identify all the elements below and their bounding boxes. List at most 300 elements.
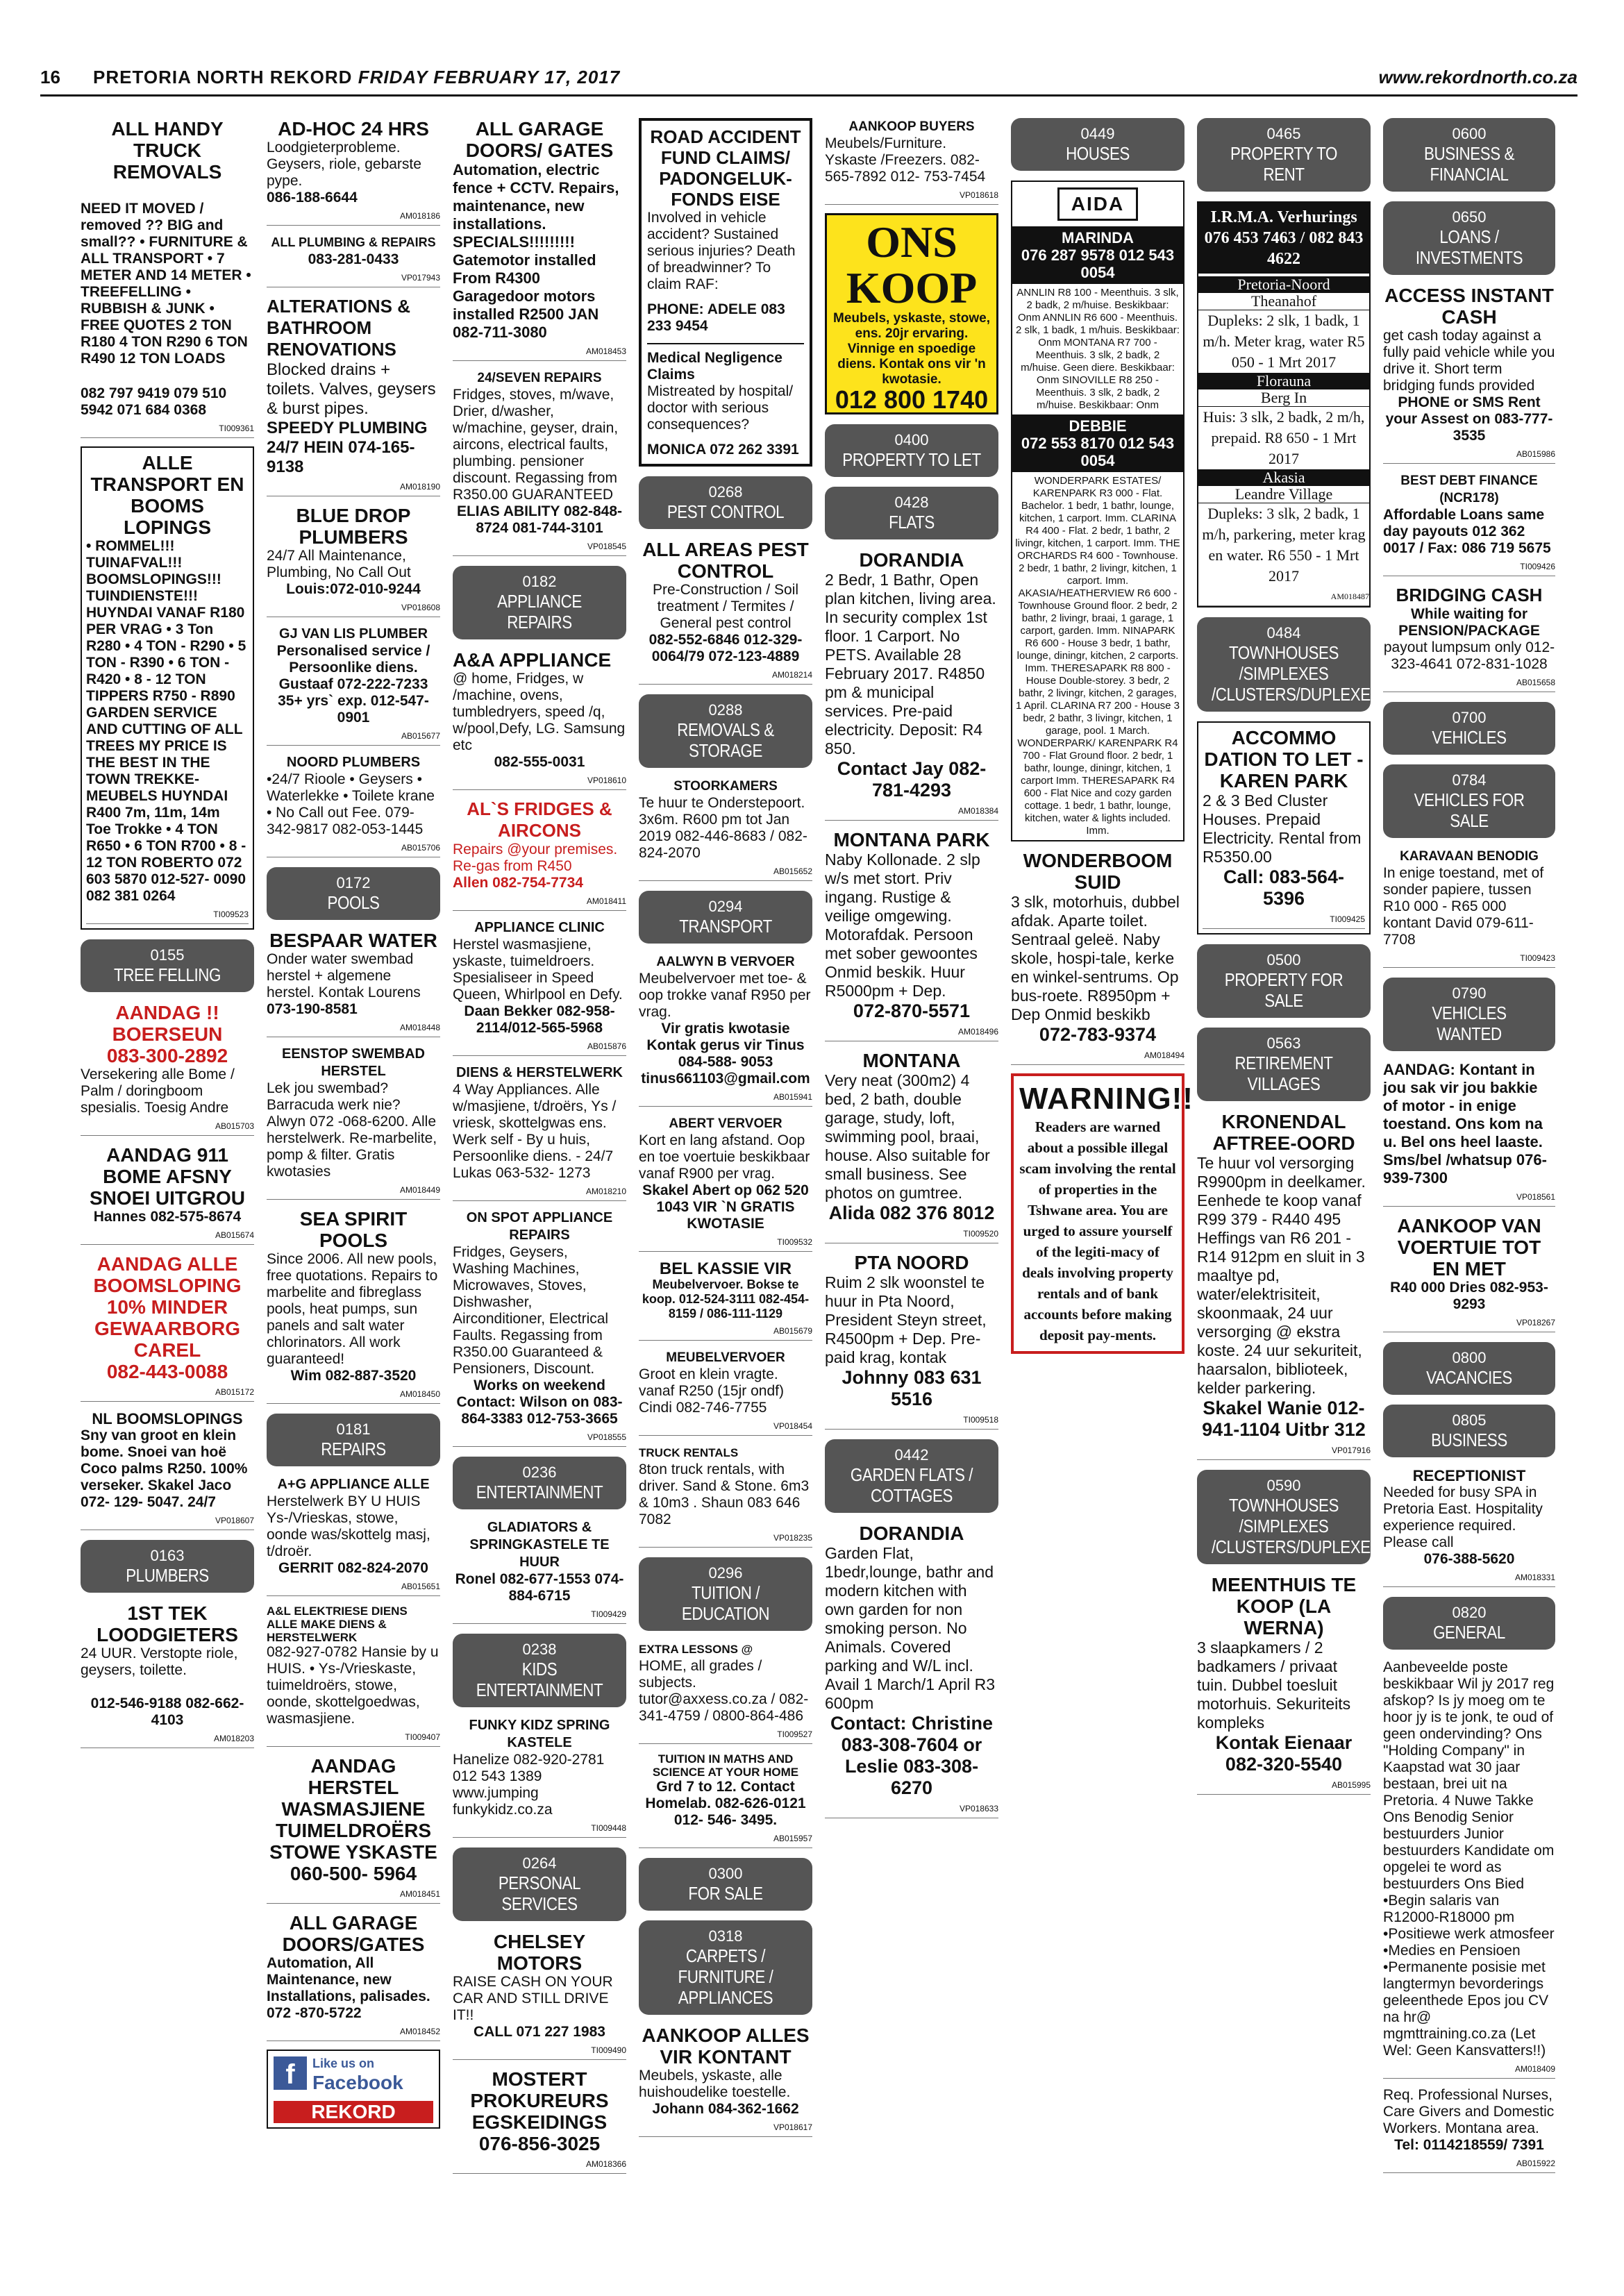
section-label: FOR SALE (688, 1883, 763, 1904)
ad-title: EXTRA LESSONS @ (639, 1643, 753, 1656)
ad-title: WONDERBOOM SUID (1023, 850, 1173, 893)
rekord-logo: REKORD (274, 2101, 433, 2123)
ad-alterations (267, 296, 440, 496)
ad-body: Groot en klein vragte. vanaf R250 (15jr ondf) Cindi 082-746-7755 (639, 1366, 784, 1416)
ad-bold: Kontak Eienaar 082-320-5540 (1215, 1732, 1353, 1775)
ad-phone: 083-300-2892 (106, 1045, 228, 1066)
ad-on-spot (453, 1209, 626, 1447)
ad-ag-appliance (267, 1476, 440, 1596)
ad-mostert (453, 2068, 626, 2174)
ad-dorandia-1 (825, 549, 998, 821)
section-header-tree-felling (81, 939, 254, 992)
section-label: PROPERTY TO LET (842, 449, 981, 470)
section-number: 0442 (894, 1446, 929, 1464)
ad-title: DORANDIA (859, 1523, 964, 1544)
ad-body: 24/7 All Maintenance, Plumbing, No Call Out (267, 548, 411, 580)
ad-ref: AM018448 (267, 1019, 440, 1037)
ad-ref: VP018610 (453, 772, 626, 790)
ad-ref: AM018453 (453, 343, 626, 361)
section-number: 0238 (522, 1641, 557, 1658)
ad-bold: PHONE: ADELE 083 233 9454 (647, 301, 785, 334)
section-label: VEHICLES FOR SALE (1414, 789, 1525, 831)
section-number: 0294 (708, 898, 743, 915)
section-number: 0400 (894, 431, 929, 449)
ad-body: Sny van groot en klein bome. Snoei van hoë Coco palms R250. 100% verseker. Skakel Jaco 072- 129- 5047. 24/7 (81, 1427, 248, 1510)
section-header-garden-flats (825, 1439, 998, 1513)
ad-bold: 076-388-5620 (1423, 1551, 1515, 1567)
ad-ref: TI009423 (1383, 950, 1555, 968)
ad-ref: VP017916 (1197, 1442, 1371, 1460)
ad-title: DORANDIA (859, 549, 964, 571)
section-number: 0163 (150, 1547, 185, 1564)
ad-ref: AB015172 (81, 1384, 254, 1402)
section-label: GENERAL (1433, 1622, 1505, 1643)
ad-ref: TI009361 (81, 420, 254, 438)
ad-all-handy (81, 118, 254, 438)
ad-ref: AM018451 (267, 1886, 440, 1904)
ad-phone: 060-500- 5964 (290, 1863, 417, 1884)
warning-body: Readers are warned about a possible illegal scam involving the rental of properties in the Tshwane area. You are urged to assure yourself of the legiti-macy of deals involving property rentals and of bank accounts before making deposit pay-ments. (1019, 1118, 1176, 1343)
ad-ref: VP018555 (453, 1429, 626, 1447)
section-label: VEHICLES WANTED (1432, 1003, 1507, 1044)
ad-body: Needed for busy SPA in Pretoria East. Hospitality experience required. Please call (1383, 1484, 1543, 1550)
section-header-pools (267, 867, 440, 920)
ad-montana-park (825, 829, 998, 1041)
ad-title: AL`S FRIDGES & AIRCONS (467, 798, 612, 841)
ad-body: Herstel wasmasjiene, yskaste, tuimeldroers. Spesialiseer in Speed Queen, Whirlpool en Defy. (453, 937, 623, 1003)
ad-meenthuis (1197, 1574, 1371, 1795)
ad-body: Personalised service / Persoonlike diens. Gustaaf 072-222-7233 35+ yrs` exp. 012-547-0901 (276, 643, 430, 726)
paper-title: PRETORIA NORTH REKORD (93, 67, 353, 87)
ad-title: ALTERATIONS & BATHROOM RENOVATIONS (267, 296, 411, 360)
ad-boomsloping (81, 1253, 254, 1402)
ad-noord-plumbers (267, 754, 440, 857)
column-3 (453, 118, 626, 2182)
section-header-vehicles-for-sale (1383, 764, 1555, 838)
ad-ref: AB015941 (639, 1089, 812, 1107)
ad-body: Repairs @your premises. Re-gas from R450 (453, 841, 618, 874)
ad-title: GJ VAN LIS PLUMBER (278, 626, 428, 642)
ad-ref: AM018190 (267, 478, 440, 496)
irma-complex: Berg In (1198, 389, 1369, 407)
ad-ref: VP018617 (639, 2119, 812, 2137)
section-header-pest-control (639, 476, 812, 529)
ad-body: 082-927-0782 Hansie by u HUIS. • Ys-/Vrieskaste, tuimeldroërs, stowe, oonde, skottelgoedwas, wasmasjiene. (267, 1644, 439, 1727)
ad-ref: AB015658 (1383, 674, 1555, 692)
section-label: BUSINESS & FINANCIAL (1424, 143, 1514, 185)
ad-diens-herstelwerk (453, 1064, 626, 1201)
ad-aanbeveelde-poste (1383, 1659, 1555, 2079)
column-1 (81, 118, 254, 1757)
page-header (40, 67, 1577, 97)
ad-bold: Tel: 0114218559/ 7391 (1394, 2137, 1544, 2153)
section-header-general (1383, 1597, 1555, 1650)
ad-all-garage (453, 118, 626, 361)
ad-receptionist (1383, 1467, 1555, 1587)
site-url[interactable]: www.rekordnorth.co.za (1378, 67, 1577, 87)
ad-aandag-herstel (267, 1755, 440, 1904)
warning-notice (1011, 1073, 1194, 1354)
section-header-loans (1383, 201, 1555, 275)
ad-body: Garden Flat, 1bedr,lounge, bathr and modern kitchen with own garden for non smoking person. No Animals. Covered parking and W/L incl. Avail 1 March/1 April R3 600pm (825, 1544, 996, 1712)
section-header-houses (1011, 118, 1184, 171)
ad-montana (825, 1050, 998, 1243)
ad-title: KRONENDAL AFTREE-OORD (1212, 1111, 1355, 1154)
ad-ref: AB015922 (1383, 2155, 1555, 2173)
ad-body: Pre-Construction / Soil treatment / Termites / General pest control (652, 582, 799, 631)
ad-title: STOORKAMERS (673, 779, 778, 794)
ad-ref: AM018450 (267, 1386, 440, 1404)
ad-title: SEA SPIRIT POOLS (299, 1208, 408, 1251)
ad-body: Since 2006. All new pools, free quotations. Repairs to marbelite and fibreglass pools, heat pumps, sun panels and salt water chlorinators. All work guaranteed! (267, 1251, 438, 1367)
ad-ons-koop (825, 213, 998, 414)
ad-ref: AB015876 (453, 1038, 626, 1056)
section-number: 0590 (1266, 1477, 1301, 1494)
ad-ref: AB015703 (81, 1118, 254, 1136)
section-header-vehicles (1383, 702, 1555, 755)
ad-bold: Vir gratis kwotasie Kontak gerus vir Tinus 084-588- 9053 tinus661103@gmail.com (641, 1021, 810, 1087)
section-header-property-to-let (825, 424, 998, 477)
ad-body: Affordable Loans same day payouts 012 362 0017 / Fax: 086 719 5675 (1383, 507, 1551, 556)
ad-title: ABERT VERVOER (669, 1116, 782, 1131)
ad-bold: Alida 082 376 8012 (828, 1203, 995, 1223)
ad-nurses (1383, 2087, 1555, 2173)
ad-title: A&L ELEKTRIESE DIENS ALLE MAKE DIENS & HERSTELWERK (267, 1604, 408, 1644)
ad-body: In enige toestand, met of sonder papiere, tussen R10 000 - R65 000 kontant David 079-611-7708 (1383, 865, 1544, 948)
ad-bold: Allen 082-754-7734 (453, 875, 583, 891)
section-label: BUSINESS (1431, 1430, 1507, 1450)
ad-body: AANDAG: Kontant in jou sak vir jou bakkie of motor - in enige toestand. Ons kom na u. Bel ons heel laaste. Sms/bel /whatsup 076-939-7300 (1383, 1061, 1547, 1187)
column-2 (267, 118, 440, 2129)
section-label: FLATS (889, 512, 935, 533)
ad-title: EENSTOP SWEMBAD HERSTEL (282, 1046, 425, 1079)
ad-ref: AM018203 (81, 1730, 254, 1748)
ad-body: Automation, All Maintenance, new Installations, palisades. 072 -870-5722 (267, 1955, 430, 2021)
ad-body: RAISE CASH ON YOUR CAR AND STILL DRIVE IT!! (453, 1974, 613, 2023)
ad-body: Aanbeveelde poste beskikbaar Wil jy 2017 reg afskop? Is jy moeg om te hoor jy is te jonk, te oud of geen ondervinding? Ons "Holding Company" in Kaapstad wat 30 jaar bestaan, brei uit na Pretoria. 4 Nuwe Takke Ons Benodig Senior bestuurders Junior bestuurders Kandidate om opgelei te word as bestuurders Ons Bied •Begin salaris van R12000-R18000 pm •Positiewe werk atmosfeer •Medies en Pensioen •Permanente posisie met langtermyn bevorderings geleenthede Epos jou CV na hr@ mgmttraining.co.za (Let Wel: Geen Kansvatters!!) (1383, 1659, 1555, 2059)
ad-bel-kassie (639, 1260, 812, 1341)
ad-nl-boomslopings (81, 1410, 254, 1530)
ad-truck-rentals (639, 1444, 812, 1548)
ad-body: •24/7 Rioole • Geysers • Waterlekke • Toilete krane • No Call out Fee. 079-342-9817 082-053-1445 (267, 771, 435, 837)
section-number: 0236 (522, 1464, 557, 1481)
section-header-appliance-repairs (453, 566, 626, 639)
ad-ref: AM018449 (267, 1182, 440, 1200)
ad-ref: AM018409 (1383, 2061, 1555, 2079)
section-header-plumbers (81, 1540, 254, 1593)
agent-name: MARINDA (1062, 229, 1134, 246)
ad-title: 1ST TEK LOODGIETERS (97, 1602, 238, 1645)
ad-gladiators (453, 1519, 626, 1624)
ad-ref: VP018608 (267, 599, 440, 617)
ad-title: AANDAG HERSTEL WASMASJIENE TUIMELDROËRS STOWE YSKASTE (269, 1755, 437, 1863)
facebook-label: Facebook (312, 2072, 403, 2093)
ad-1st-tek (81, 1602, 254, 1748)
ad-ref: VP018561 (1383, 1189, 1555, 1207)
ad-ref: AM018452 (267, 2023, 440, 2041)
ad-title: MEUBELVERVOER (666, 1350, 785, 1365)
section-number: 0700 (1452, 709, 1487, 726)
ad-eenstop (267, 1046, 440, 1200)
ad-blue-drop (267, 505, 440, 617)
section-number: 0318 (708, 1927, 743, 1945)
ad-ref: VP018545 (453, 538, 626, 556)
section-label: KIDS ENTERTAINMENT (476, 1659, 603, 1700)
section-header-business (1383, 1405, 1555, 1457)
ad-title: A&A APPLIANCE (453, 649, 612, 671)
ad-title: ALLE TRANSPORT EN BOOMS LOPINGS (90, 452, 244, 538)
ad-ref: AB015651 (267, 1578, 440, 1596)
section-label: ENTERTAINMENT (476, 1482, 603, 1502)
ad-all-garage-2 (267, 1912, 440, 2041)
ad-body: Automation, electric fence + CCTV. Repairs, maintenance, new installations. SPECIALS!!!!!!!!! Gatemotor installed From R4300 Garagedoor motors installed R2500 JAN 082-711-3080 (453, 161, 619, 341)
ad-ref: AM018214 (639, 667, 812, 685)
ad-bold: Contact: Christine 083-308-7604 or Leslie 083-308-6270 (830, 1713, 993, 1798)
ad-title: BEST DEBT FINANCE (NCR178) (1400, 474, 1538, 505)
irma-region: Pretoria-Noord (1198, 276, 1369, 293)
ad-title: NOORD PLUMBERS (286, 755, 421, 770)
ad-alle-transport (81, 446, 254, 930)
section-header-personal-services (453, 1847, 626, 1921)
ad-body: Meubelvervoer met toe- & oop trokke vanaf R950 per vrag. (639, 971, 811, 1020)
ad-bold: Skakel Abert op 062 520 1043 VIR `N GRATIS KWOTASIE (642, 1182, 809, 1232)
column-7 (1197, 118, 1381, 1803)
ad-body: Blocked drains + toilets. Valves, geysers & burst pipes. (267, 360, 436, 418)
section-header-retirement (1197, 1028, 1371, 1101)
ad-ref: AM018494 (1011, 1047, 1184, 1065)
ad-ref: TI009426 (1383, 558, 1555, 576)
ad-adhoc (267, 118, 440, 226)
ad-title: AANDAG ALLE BOOMSLOPING 10% MINDER GEWAARBORG CAREL (93, 1253, 242, 1361)
warning-title: WARNING!! (1019, 1082, 1194, 1116)
ad-title: ONS KOOP (846, 217, 978, 312)
section-header-kids-entertainment (453, 1634, 626, 1707)
ad-body: Hanelize 082-920-2781 012 543 1389 www.jumping funkykidz.co.za (453, 1752, 605, 1818)
ad-title: ON SPOT APPLIANCE REPAIRS (466, 1210, 613, 1243)
ad-title: FUNKY KIDZ SPRING KASTELE (469, 1718, 610, 1750)
ad-bold: PHONE or SMS Rent your Assest on 083-777-3535 (1385, 394, 1553, 444)
ad-title: TUITION IN MATHS AND SCIENCE AT YOUR HOME (652, 1752, 799, 1779)
ad-body: Meubels, yskaste, stowe, ens. 20jr ervaring. Vinnige en spoedige diens. Kontak ons vir 'n kwotasie. (833, 311, 990, 387)
ad-ref: TI009425 (1203, 911, 1365, 929)
ad-bold: ELIAS ABILITY 082-848-8724 081-744-3101 (456, 503, 623, 536)
ad-title: ALL AREAS PEST CONTROL (642, 539, 809, 582)
section-label: REPAIRS (321, 1439, 386, 1459)
facebook-promo[interactable] (267, 2050, 440, 2129)
column-8 (1383, 118, 1555, 2181)
ad-ref: AM018411 (453, 893, 626, 911)
ad-title: BESPAAR WATER (269, 930, 437, 951)
ad-title: A+G APPLIANCE ALLE (277, 1477, 430, 1492)
issue-date: FRIDAY FEBRUARY 17, 2017 (358, 67, 621, 87)
ad-bridging-cash (1383, 585, 1555, 692)
ad-ref: AB015652 (639, 863, 812, 881)
section-number: 0484 (1266, 624, 1301, 642)
section-number: 0805 (1452, 1411, 1487, 1429)
ad-phones: 012-546-9188 082-662-4103 (90, 1695, 244, 1728)
ad-ref: AB015674 (81, 1227, 254, 1245)
ad-title: MONTANA PARK (833, 829, 990, 850)
ad-bold: Call: 083-564-5396 (1223, 866, 1345, 909)
agent-header (1012, 414, 1183, 472)
ad-body: 4 Way Appliances. Alle w/masjiene, t/droërs, Ys / vriesk, skottelgwas ens. Werk self - By u huis, Persoonlike diens. - 24/7 Lukas 063-532- 1273 (453, 1082, 617, 1181)
irma-region: Akasia (1198, 469, 1369, 486)
ad-body: NEED IT MOVED / removed ?? BIG and small?? • FURNITURE & ALL TRANSPORT • 7 METER AND 14 METER • TREEFELLING • RUBBISH & JUNK • FREE QUOTES 2 TON R180 4 TON R290 6 TON R490 12 TON LOADS (81, 201, 251, 367)
ad-al-elektriese (267, 1604, 440, 1747)
section-header-flats (825, 487, 998, 539)
ad-body: @ home, Fridges, w /machine, ovens, tumbledryers, speed /q, w/pool,Defy, LG. Samsung etc (453, 671, 626, 753)
ad-phone: 086-188-6644 (267, 190, 358, 206)
section-header-vehicles-wanted (1383, 978, 1555, 1051)
irma-complex: Leandre Village (1198, 486, 1369, 503)
ad-body: Lek jou swembad? Barracuda werk nie? Alwyn 072 -068-6200. Alle herstelwerk. Re-marbelite, pomp & filter. Gratis kwotasies (267, 1080, 437, 1180)
agent-phones: 072 553 8170 012 543 0054 (1021, 435, 1175, 469)
irma-region: Florauna (1198, 373, 1369, 389)
ad-ref: AB015679 (639, 1323, 812, 1341)
ad-body: get cash today against a fully paid vehicle while you drive it. Short term bridging funds provided (1383, 328, 1555, 394)
ad-best-debt (1383, 472, 1555, 576)
ad-phone: 073-190-8581 (267, 1001, 358, 1017)
section-number: 0820 (1452, 1604, 1487, 1621)
section-number: 0288 (708, 701, 743, 719)
ad-ref: AM018496 (825, 1023, 998, 1041)
ad-ref: VP017943 (267, 269, 440, 287)
ad-phone: 076-856-3025 (478, 2133, 601, 2154)
ad-body: Fridges, stoves, m/wave, Drier, d/washer, w/machine, geyser, drain, aircons, electrical faults, plumbing. pensioner discount. Regassing from R350.00 GUARANTEED (453, 387, 619, 503)
section-header-townhouses-sale (1197, 1470, 1381, 1564)
section-header-business-financial (1383, 118, 1555, 192)
ad-appliance-clinic (453, 919, 626, 1056)
ad-title: ACCESS INSTANT CASH (1384, 285, 1554, 328)
ad-body: • ROMMEL!!! TUINAFVAL!!! BOOMSLOPINGS!!! TUINDIENSTE!!! HUYNDAI VANAF R180 PER VRAG • 3 Ton R280 • 4 TON - R290 • 5 TON - R390 • 6 TON - R420 • 8 - 12 TON TIPPERS R750 - R890 GARDEN SERVICE AND CUTTING OF ALL TREES MY PRICE IS THE BEST IN THE TOWN TREKKE-MEUBELS HUYNDAI R400 7m, 11m, 14m Toe Trokke • 4 TON R650 • 6 TON R700 • 8 - 12 TON ROBERTO 072 603 5870 012-527- 0090 082 381 0264 (86, 538, 246, 904)
ad-bold: Contact Jay 082-781-4293 (837, 758, 987, 801)
ad-ref: VP018454 (639, 1418, 812, 1436)
ad-ref: TI009532 (639, 1234, 812, 1252)
ad-title: AD-HOC 24 HRS (278, 118, 429, 140)
ad-title: BEL KASSIE VIR (659, 1259, 792, 1278)
ad-karavaan (1383, 848, 1555, 968)
section-label: GARDEN FLATS / COTTAGES (850, 1464, 973, 1506)
ad-dorandia-2 (825, 1523, 998, 1818)
ad-ref: AB015677 (267, 728, 440, 746)
ad-title: AANKOOP ALLES VIR KONTANT (642, 2025, 810, 2068)
section-header-for-sale (639, 1858, 812, 1911)
section-label: PROPERTY TO RENT (1230, 143, 1337, 185)
ad-body: R40 000 Dries 082-953-9293 (1390, 1280, 1548, 1312)
section-label: HOUSES (1066, 143, 1130, 164)
ad-title: AALWYN B VERVOER (656, 955, 795, 969)
ad-title: MOSTERT PROKUREURS EGSKEIDINGS (470, 2068, 609, 2133)
ad-bold: Louis:072-010-9244 (286, 581, 421, 597)
ad-title: ALL HANDY TRUCK REMOVALS (111, 118, 224, 183)
ad-aandag-911 (81, 1144, 254, 1245)
ad-title: ACCOMMO DATION TO LET - KAREN PARK (1204, 727, 1364, 791)
ad-stoorkamers (639, 778, 812, 881)
ad-ref: TI009429 (453, 1606, 626, 1624)
ad-body: Involved in vehicle accident? Sustained serious injuries? Death of breadwinner? To claim RAF: (647, 210, 796, 292)
ad-bold: GERRIT 082-824-2070 (278, 1560, 428, 1576)
ad-bold: Works on weekend Contact: Wilson on 083-864-3383 012-753-3665 (456, 1377, 623, 1427)
section-label: VEHICLES (1432, 727, 1507, 748)
ad-ref: AB015957 (639, 1830, 812, 1848)
ad-als-fridges (453, 798, 626, 911)
ad-bold: SPEEDY PLUMBING 24/7 HEIN 074-165-9138 (267, 419, 428, 476)
section-number: 0268 (708, 483, 743, 501)
ad-title: ALL GARAGE DOORS/ GATES (465, 118, 614, 161)
facebook-icon: f (274, 2056, 307, 2090)
ad-title: MONTANA (862, 1050, 961, 1071)
ad-body: Kort en lang afstand. Oop en toe voertuie beskikbaar vanaf R900 per vrag. (639, 1132, 810, 1182)
ad-bold: Johnny 083 631 5516 (842, 1367, 982, 1409)
ad-all-areas (639, 539, 812, 685)
ad-body: 3 slk, motorhuis, dubbel afdak. Aparte toilet. Sentraal geleë. Naby skole, hospi-tale, kerke en winkel-sentrums. Op bus-roete. R8950pm + Dep Onmid beskikb (1011, 893, 1180, 1023)
section-number: 0790 (1452, 984, 1487, 1002)
ad-aankoop-voertuie (1383, 1215, 1555, 1332)
ad-body: Te huur vol versorging R9900pm in deelkamer. Eenhede te koop vanaf R99 379 - R440 495 Heffings van R6 201 - R14 912pm en sluit in 3 maaltye pd, water/elektrisiteit, skoonmaak, 24 uur versorging @ ekstra koste. 24 uur sekuriteit, haarsalon, biblioteek, kelder parkering. (1197, 1154, 1366, 1397)
ad-title: TRUCK RENTALS (639, 1446, 739, 1459)
ad-ref: TI009490 (453, 2042, 626, 2060)
ad-wonderboom-suid (1011, 850, 1184, 1065)
ad-meubelvervoer (639, 1349, 812, 1436)
ad-abert (639, 1115, 812, 1252)
ad-ref: TI009407 (267, 1729, 440, 1747)
ad-title: ALL PLUMBING & REPAIRS (271, 235, 436, 249)
agent-name: DEBBIE (1069, 417, 1127, 435)
ad-bold: Wim 082-887-3520 (290, 1368, 417, 1384)
section-header-repairs (267, 1414, 440, 1466)
ad-bold: 072-783-9374 (1039, 1024, 1157, 1045)
ad-tuition-maths (639, 1752, 812, 1848)
section-label: TUITION / EDUCATION (681, 1582, 770, 1624)
section-header-vacancies (1383, 1342, 1555, 1395)
section-number: 0300 (708, 1865, 743, 1882)
ad-ref: TI009518 (825, 1411, 998, 1430)
ad-title: 24/SEVEN REPAIRS (477, 371, 602, 385)
ad-title: RECEPTIONIST (1412, 1467, 1526, 1484)
masthead (93, 67, 620, 88)
ad-title: AANDAG !! BOERSEUN (112, 1002, 223, 1045)
section-number: 0784 (1452, 771, 1487, 789)
section-header-transport (639, 891, 812, 944)
section-number: 0449 (1080, 125, 1115, 142)
ad-bold: 072-870-5571 (853, 1000, 971, 1021)
section-number: 0182 (522, 573, 557, 590)
section-number: 0264 (522, 1854, 557, 1872)
column-4 (639, 118, 812, 2145)
section-label: TREE FELLING (114, 964, 221, 985)
ad-phone: 082-443-0088 (106, 1361, 228, 1382)
ad-ref: TI009448 (453, 1820, 626, 1838)
ad-body: Grd 7 to 12. Contact Homelab. 082-626-0121 012- 546- 3495. (645, 1779, 806, 1828)
section-number: 0155 (150, 946, 185, 964)
section-header-tuition (639, 1557, 812, 1631)
ad-title: MEENTHUIS TE KOOP (LA WERNA) (1211, 1574, 1357, 1639)
listing-list: ANNLIN R8 100 - Meenthuis. 3 slk, 2 badk, 2 m/huise. Beskikbaar: Onm ANNLIN R6 600 - Meenthuis. 2 slk, 1 badk, 1 m/huis. Beskikbaar: Onm MONTANA R7 700 - Meenthuis. 3 slk, 2 badk, 2 m/huise. Geen diere. Beskikbaar: Onm SINOVILLE R8 250 - Meenthuis. 3 slk, 2 badk, 2 m/huise. Beskikbaar: Onm (1016, 287, 1180, 411)
ad-phone: 083-281-0433 (308, 251, 399, 267)
column-6 (1011, 118, 1194, 1354)
section-label: TOWNHOUSES /SIMPLEXES /CLUSTERS/DUPLEXES (1211, 642, 1381, 705)
section-header-townhouses (1197, 617, 1381, 712)
ad-ref: AM018331 (1383, 1569, 1555, 1587)
ad-sea-spirit (267, 1208, 440, 1404)
ad-ref: VP018633 (825, 1800, 998, 1818)
ad-aandag-kontant (1383, 1061, 1555, 1207)
ad-aankoop-buyers (825, 118, 998, 205)
ad-title: KARAVAAN BENODIG (1400, 849, 1539, 864)
ad-body: payout lumpsum only 012-323-4641 072-831-1028 (1383, 639, 1555, 672)
ad-body-3: Mistreated by hospital/ doctor with serious consequences? (647, 383, 794, 433)
irma-listing: Dupleks: 2 slk, 1 badk, 1 m/h. Meter krag, water R5 050 - 1 Mrt 2017 (1203, 312, 1365, 371)
